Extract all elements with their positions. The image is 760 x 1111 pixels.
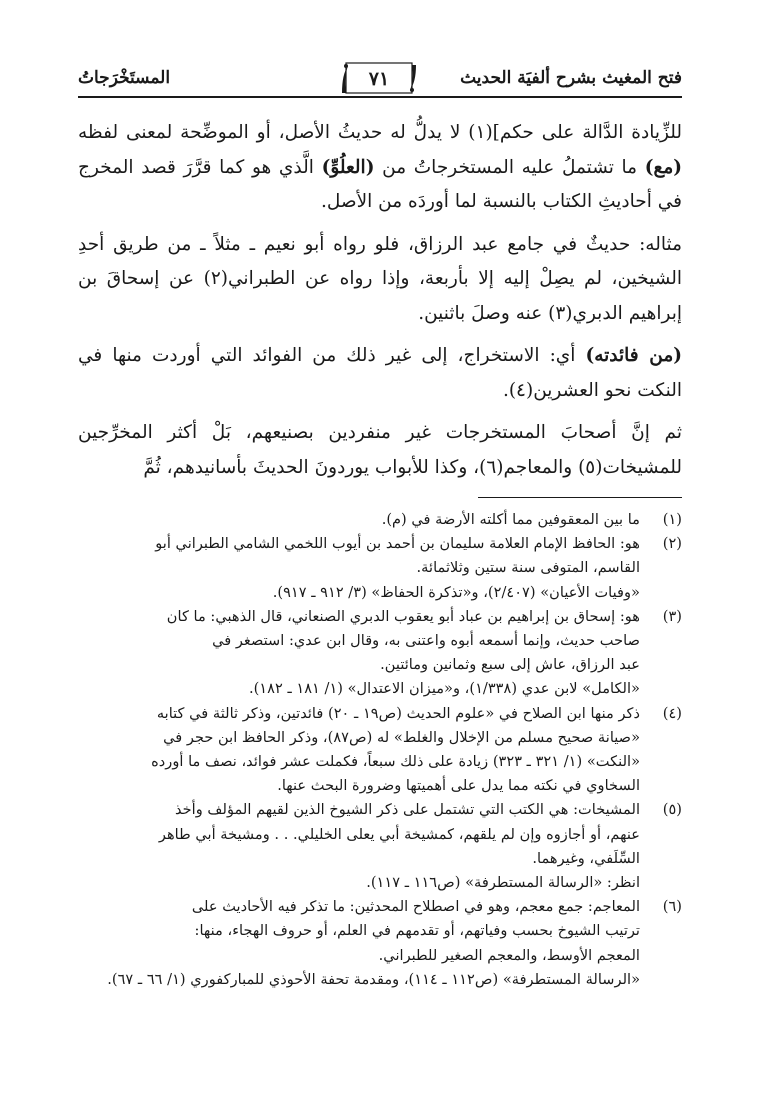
footnote-line: السخاوي في نكته مما يدل على أهميتها وضرورة البحث عنها. xyxy=(277,777,640,795)
paragraph-4-line-2: للمشيخات(٥) والمعاجم(٦)، وكذا للأبواب يوردونَ الحديثَ بأسانيدهم، ثُمَّ xyxy=(143,456,682,478)
footnote-line: ترتيب الشيوخ بحسب وفياتهم، أو تقدمهم في العلم، أو حروف الهجاء، منها: xyxy=(194,922,640,940)
footnote-line: القاسم، المتوفى سنة ستين وثلاثمائة. xyxy=(416,559,640,577)
page-number-frame xyxy=(340,60,418,94)
footnote-number: (١) xyxy=(662,511,682,528)
paragraph-4 xyxy=(78,416,682,485)
main-text xyxy=(78,116,682,493)
paragraph-2-line-1: مثاله: حديثٌ في جامع عبد الرزاق، فلو رواه أبو نعيم ـ مثلاً ـ من طريق xyxy=(113,233,682,255)
footnote-line: ما بين المعقوفين مما أكلته الأرضة في (م). xyxy=(381,511,640,528)
footnote-number: (٢) xyxy=(662,535,682,553)
paragraph-1-line-1: للزِّيادة الدَّالة على حكم](١) لا يدلُّ له حديثُ الأصل، أو الموضِّحة لمعنى xyxy=(126,122,682,143)
page-number: ٧١ xyxy=(368,68,390,90)
footnote-5 xyxy=(78,798,682,895)
footnote-line: «وفيات الأعيان» (٢/٤٠٧)، و«تذكرة الحفاظ» (٣/ ٩١٢ ـ ٩١٧). xyxy=(272,583,640,601)
footnote-6 xyxy=(78,895,682,992)
footnote-4 xyxy=(78,702,682,799)
footnote-line: هو: الحافظ الإمام العلامة سليمان بن أحمد بن أيوب اللخمي الشامي الطبراني أبو xyxy=(155,535,640,553)
section-title: المستَخْرَجاتُ xyxy=(78,68,171,88)
footnote-number: (٦) xyxy=(662,898,682,916)
footnote-line: عنهم، أو أجازوه وإن لم يلقهم، كمشيخة أبي يعلى الخليلي. . . ومشيخة أبي طاهر xyxy=(158,825,640,843)
footnote-line: السِّلَفي، وغيرهما. xyxy=(532,849,640,867)
header-divider xyxy=(78,96,682,98)
book-title: فتح المغيث بشرح ألفيَة الحديث xyxy=(460,68,682,88)
footnote-line: هو: إسحاق بن إبراهيم بن عباد أبو يعقوب الدبري الصنعاني، قال الذهبي: ما كان xyxy=(166,607,640,625)
footnote-line: «صيانة صحيح مسلم من الإخلال والغلط» له (ص٨٧)، وذكر الحافظ ابن حجر في xyxy=(163,728,640,746)
running-header xyxy=(78,58,682,98)
footnote-line: «النكت» (١/ ٣٢١ ـ ٣٢٣) زيادة على ذلك سبعاً، فكملت عشر فوائد، نصف ما أورده xyxy=(151,753,640,771)
paragraph-1-line-2e: الَّذي هو كما قرَّرَ قصد xyxy=(141,156,322,178)
footnote-line: «الرسالة المستطرفة» (ص١١٢ ـ ١١٤)، ومقدمة تحفة الأحوذي للمباركفوري (١/ ٦٦ ـ ٦٧). xyxy=(107,970,640,988)
footnote-line: المشيخات: هي الكتب التي تشتمل على ذكر الشيوخ الذين لقيهم المؤلف وأخذ xyxy=(174,801,640,819)
paragraph-2-line-2: أحدِ الشيخين، لم يصِلْ إليه إلا بأربعة، وإذا رواه عن الطبراني(٢) عن xyxy=(78,233,682,289)
footnote-line: المعجم الأوسط، والمعجم الصغير للطبراني. xyxy=(378,946,640,964)
term-mae: (مع) xyxy=(644,156,683,178)
footnote-line: عبد الرزاق، عاش إلى سبع وثمانين ومائتين. xyxy=(380,656,640,674)
footnote-1 xyxy=(78,508,682,532)
footnote-line: انظر: «الرسالة المستطرفة» (ص١١٦ ـ ١١٧). xyxy=(366,874,640,892)
footnotes xyxy=(78,508,682,992)
term-uluw: (العلُوِّ) xyxy=(321,156,375,178)
paragraph-2 xyxy=(78,228,682,332)
footnote-3 xyxy=(78,605,682,702)
paragraph-1 xyxy=(78,116,682,220)
footnote-number: (٤) xyxy=(662,704,682,722)
paragraph-3 xyxy=(78,339,682,408)
footnote-2 xyxy=(78,532,682,605)
paragraph-1-line-2a: لفظه xyxy=(78,122,119,143)
paragraph-3-line-1b: أي: الاستخراج، إلى غير ذلك من الفوائد التي أوردت منها xyxy=(112,345,586,366)
footnote-line: ذكر منها ابن الصلاح في «علوم الحديث (ص١٩ ـ ٢٠) فائدتين، وذكر ثالثة في كتابه xyxy=(156,704,640,722)
term-fawaid: (من فائدته) xyxy=(585,345,682,366)
footnote-line: المعاجم: جمع معجم، وهو في اصطلاح المحدثين: ما تذكر فيه الأحاديث على xyxy=(191,898,640,916)
paragraph-4-line-1: ثم إنَّ أصحابَ المستخرجات غير منفردين بصنيعهم، بَلْ أكثر المخرِّجين xyxy=(78,422,682,443)
paragraph-1-line-3: المخرج في أحاديثِ الكتاب بالنسبة لما أوردَه من الأصل. xyxy=(78,156,682,212)
footnote-number: (٥) xyxy=(662,801,682,819)
paragraph-1-line-2c: ما تشتملُ عليه المستخرجاتُ من xyxy=(374,156,645,178)
footnote-number: (٣) xyxy=(662,607,682,625)
footnote-line: «الكامل» لابن عدي (١/٣٣٨)، و«ميزان الاعتدال» (١/ ١٨١ ـ ١٨٢). xyxy=(248,680,640,698)
paragraph-2-line-3: إسحاقَ بن إبراهيم الدبري(٣) عنه وصلَ باثنين. xyxy=(78,268,682,324)
footnote-line: صاحب حديث، وإنما أسمعه أبوه واعتنى به، وقال ابن عدي: استصغر في xyxy=(212,632,640,650)
footnote-divider xyxy=(478,497,682,498)
paragraph-3-line-2: في النكت نحو العشرين(٤). xyxy=(78,345,682,401)
